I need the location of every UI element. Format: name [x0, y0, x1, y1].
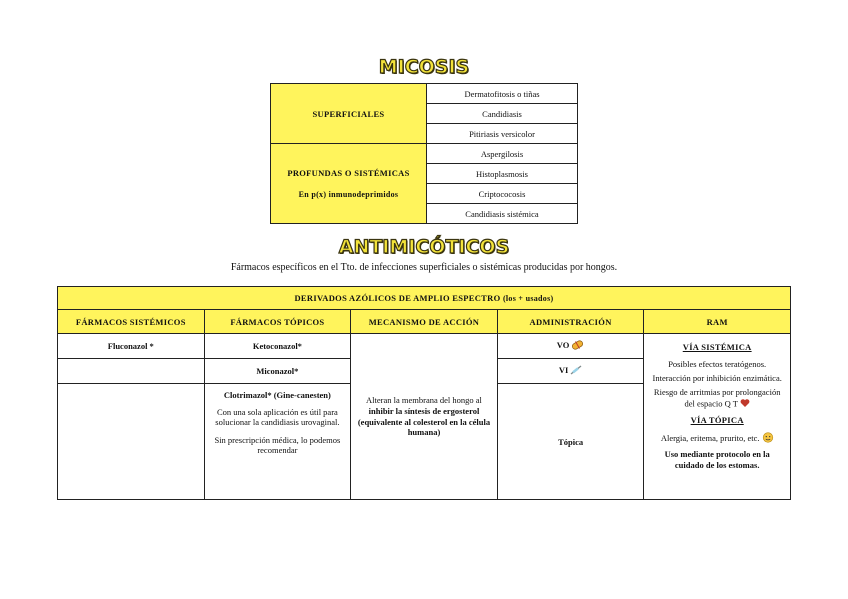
micosis-title: MICOSIS	[378, 56, 470, 78]
clotrimazol-name: Clotrimazol* (Gine-canesten)	[223, 390, 331, 400]
ram-item: Interacción por inhibición enzimática.	[652, 373, 782, 384]
profundas-cell	[271, 144, 427, 224]
clotrimazol-note2: Sin prescripción médica, lo podemos recomendar	[214, 434, 341, 455]
ram-item	[649, 387, 785, 411]
miconazol-cell: Miconazol*	[204, 359, 351, 384]
ram-topica-title: VÍA TÓPICA	[690, 415, 744, 426]
mecanismo-part1: Alteran la membrana del hongo al	[366, 395, 482, 406]
banner-note: (los + usados)	[502, 294, 554, 303]
profundas-label: PROFUNDAS O SISTÉMICAS	[287, 168, 410, 178]
col-header: FÁRMACOS SISTÉMICOS	[58, 310, 205, 334]
empty-cell	[58, 359, 205, 384]
admin-vo-cell	[497, 334, 644, 359]
micosis-item: Candidiasis sistémica	[427, 204, 578, 224]
heart-icon	[740, 398, 750, 411]
face-icon	[762, 432, 774, 446]
fluconazol-cell: Fluconazol *	[58, 334, 205, 359]
clotrimazol-cell	[204, 384, 351, 500]
micosis-table	[270, 83, 578, 224]
micosis-item: Pitiriasis versicolor	[427, 124, 578, 144]
azoles-banner	[58, 287, 791, 310]
ram-alergia-text: Alergia, eritema, prurito, etc.	[660, 433, 760, 444]
empty-cell	[58, 384, 205, 500]
admin-vi-label: VI	[558, 364, 569, 375]
micosis-item: Histoplasmosis	[427, 164, 578, 184]
antimicoticos-subtitle: Fármacos específicos en el Tto. de infecciones superficiales o sistémicas producidas por hongos.	[230, 262, 618, 273]
superficiales-label: SUPERFICIALES	[312, 108, 385, 119]
mecanismo-cell	[351, 334, 498, 500]
superficiales-cell	[271, 84, 427, 144]
banner-label: DERIVADOS AZÓLICOS DE AMPLIO ESPECTRO	[294, 293, 501, 303]
admin-topica-cell: Tópica	[497, 384, 644, 500]
syringe-icon	[570, 365, 582, 377]
micosis-item: Aspergilosis	[427, 144, 578, 164]
col-header: FÁRMACOS TÓPICOS	[204, 310, 351, 334]
antimicoticos-title: ANTIMICÓTICOS	[338, 236, 510, 258]
pill-icon	[571, 340, 584, 352]
ram-item	[649, 432, 785, 446]
ketoconazol-cell: Ketoconazol*	[204, 334, 351, 359]
admin-vo-label: VO	[556, 339, 570, 350]
mecanismo-part2: inhibir la síntesis de ergosterol (equivalente al colesterol en la célula humana)	[357, 405, 491, 438]
admin-vi-cell	[497, 359, 644, 384]
col-header: MECANISMO DE ACCIÓN	[351, 310, 498, 334]
col-header: ADMINISTRACIÓN	[497, 310, 644, 334]
micosis-item: Criptococosis	[427, 184, 578, 204]
profundas-note: En p(x) inmunodeprimidos	[298, 190, 399, 199]
micosis-item: Candidiasis	[427, 104, 578, 124]
ram-item: Uso mediante protocolo en la cuidado de los estomas.	[664, 449, 770, 471]
clotrimazol-note1: Con una sola aplicación es útil para solucionar la candidiasis urovaginal.	[215, 407, 340, 428]
ram-arritmias-text: Riesgo de arritmias por prolongación del espacio Q T	[653, 387, 781, 409]
ram-cell	[644, 334, 791, 500]
antimicoticos-table	[57, 286, 791, 500]
ram-sistemica-title: VÍA SISTÉMICA	[682, 342, 752, 352]
col-header: RAM	[644, 310, 791, 334]
ram-item: Posibles efectos teratógenos.	[668, 359, 767, 370]
micosis-item: Dermatofitosis o tiñas	[427, 84, 578, 104]
